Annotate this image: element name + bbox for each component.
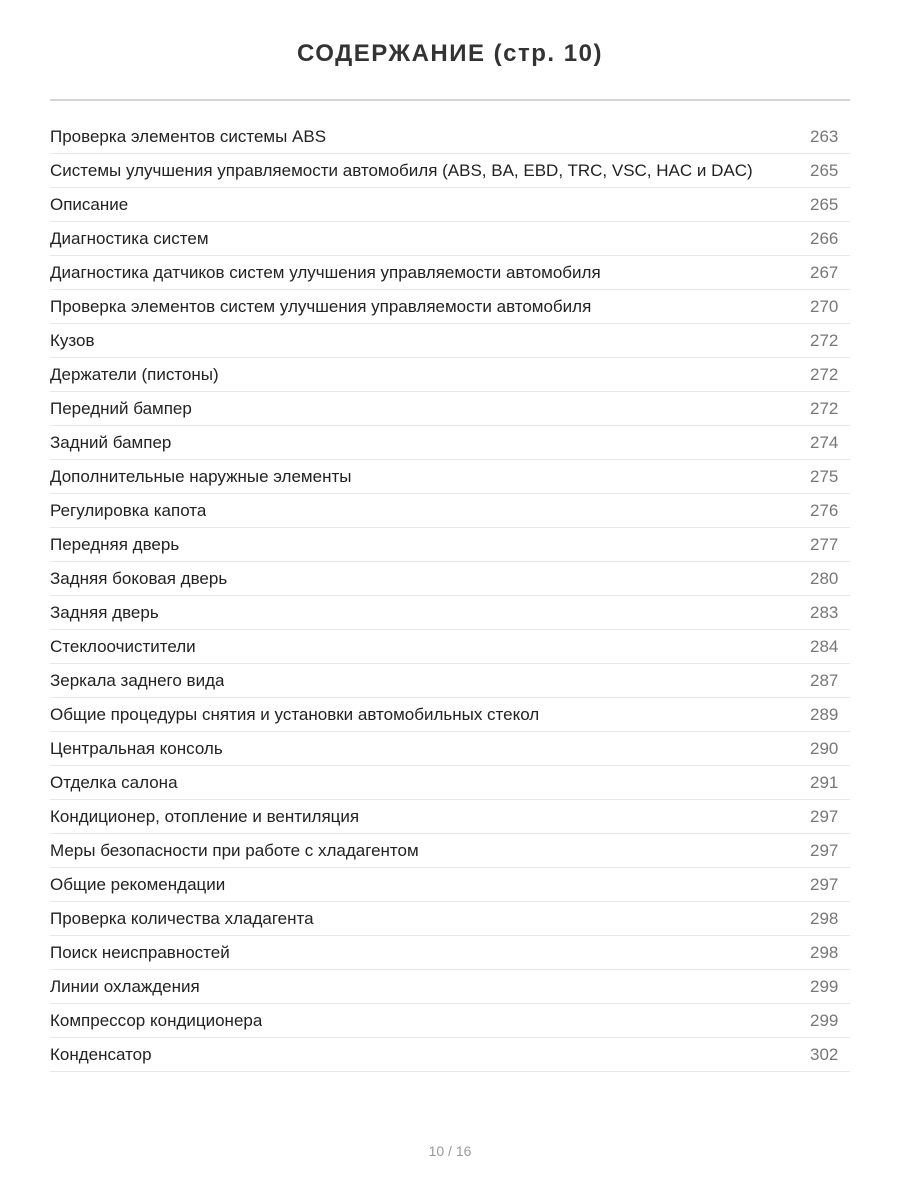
toc-entry-page-number: 297 — [810, 840, 839, 860]
toc-entry-title[interactable]: Отделка салона — [50, 772, 178, 792]
toc-entry[interactable] — [50, 426, 850, 460]
toc-entry[interactable] — [50, 460, 850, 494]
toc-entry[interactable] — [50, 256, 850, 290]
toc-entry-title[interactable]: Проверка элементов системы ABS — [50, 126, 327, 146]
toc-entry-page-number: 298 — [810, 908, 839, 928]
title-divider — [50, 99, 850, 101]
toc-entry-title[interactable]: Зеркала заднего вида — [50, 670, 225, 690]
toc-entry-page-number: 270 — [810, 296, 839, 316]
toc-entry[interactable] — [50, 188, 850, 222]
toc-entry[interactable] — [50, 630, 850, 664]
toc-entry-page-number: 267 — [810, 262, 839, 282]
toc-entry[interactable] — [50, 596, 850, 630]
toc-entry[interactable] — [50, 698, 850, 732]
toc-entry-title[interactable]: Описание — [50, 194, 129, 214]
toc-entry-page-number: 284 — [810, 636, 839, 656]
toc-entry-page-number: 276 — [810, 500, 839, 520]
toc-entry-title[interactable]: Проверка элементов систем улучшения управляемости автомобиля — [50, 296, 592, 316]
toc-entry[interactable] — [50, 766, 850, 800]
toc-entry[interactable] — [50, 834, 850, 868]
toc-entry-page-number: 291 — [810, 772, 839, 792]
toc-entry[interactable] — [50, 868, 850, 902]
toc-entry-title[interactable]: Задний бампер — [50, 432, 172, 452]
toc-entry-page-number: 265 — [810, 194, 839, 214]
toc-entry[interactable] — [50, 1038, 850, 1072]
table-of-contents — [50, 120, 850, 1072]
toc-entry-page-number: 287 — [810, 670, 839, 690]
toc-entry-title[interactable]: Компрессор кондиционера — [50, 1010, 263, 1030]
toc-entry-title[interactable]: Задняя боковая дверь — [50, 568, 228, 588]
toc-entry-page-number: 299 — [810, 1010, 839, 1030]
toc-entry-page-number: 265 — [810, 160, 839, 180]
toc-entry-title[interactable]: Регулировка капота — [50, 500, 207, 520]
toc-entry[interactable] — [50, 222, 850, 256]
toc-entry-page-number: 302 — [810, 1044, 839, 1064]
toc-entry-title[interactable]: Кондиционер, отопление и вентиляция — [50, 806, 360, 826]
toc-entry-page-number: 297 — [810, 806, 839, 826]
toc-entry-title[interactable]: Стеклоочистители — [50, 636, 196, 656]
toc-entry-title[interactable]: Меры безопасности при работе с хладагентом — [50, 840, 419, 860]
toc-entry-title[interactable]: Поиск неисправностей — [50, 942, 230, 962]
toc-entry-title[interactable]: Дополнительные наружные элементы — [50, 466, 352, 486]
toc-entry[interactable] — [50, 358, 850, 392]
toc-entry-page-number: 274 — [810, 432, 839, 452]
toc-entry-title[interactable]: Диагностика датчиков систем улучшения управляемости автомобиля — [50, 262, 601, 282]
toc-entry[interactable] — [50, 562, 850, 596]
toc-entry-page-number: 299 — [810, 976, 839, 996]
toc-entry-title[interactable]: Системы улучшения управляемости автомобиля (ABS, BA, EBD, TRC, VSC, HAC и DAC) — [50, 160, 753, 180]
toc-entry-title[interactable]: Передний бампер — [50, 398, 192, 418]
toc-entry[interactable] — [50, 1004, 850, 1038]
toc-entry-title[interactable]: Кузов — [50, 330, 95, 350]
toc-entry-page-number: 297 — [810, 874, 839, 894]
toc-entry-page-number: 290 — [810, 738, 839, 758]
toc-entry-page-number: 298 — [810, 942, 839, 962]
toc-entry-title[interactable]: Общие процедуры снятия и установки автомобильных стекол — [50, 704, 540, 724]
toc-entry-title[interactable]: Задняя дверь — [50, 602, 159, 622]
toc-entry-page-number: 275 — [810, 466, 839, 486]
toc-entry-page-number: 283 — [810, 602, 839, 622]
toc-entry[interactable] — [50, 154, 850, 188]
toc-entry-title[interactable]: Центральная консоль — [50, 738, 223, 758]
toc-entry[interactable] — [50, 494, 850, 528]
toc-entry-page-number: 272 — [810, 330, 839, 350]
toc-entry[interactable] — [50, 800, 850, 834]
toc-entry-title[interactable]: Линии охлаждения — [50, 976, 200, 996]
toc-entry[interactable] — [50, 324, 850, 358]
toc-entry[interactable] — [50, 936, 850, 970]
toc-entry-page-number: 277 — [810, 534, 839, 554]
toc-entry-title[interactable]: Конденсатор — [50, 1044, 152, 1064]
toc-entry-page-number: 280 — [810, 568, 839, 588]
page-number: 10 / 16 — [428, 1143, 472, 1159]
toc-entry-page-number: 272 — [810, 364, 839, 384]
toc-entry[interactable] — [50, 664, 850, 698]
toc-entry[interactable] — [50, 290, 850, 324]
toc-entry[interactable] — [50, 970, 850, 1004]
toc-entry-page-number: 263 — [810, 126, 839, 146]
toc-entry[interactable] — [50, 732, 850, 766]
toc-entry-title[interactable]: Передняя дверь — [50, 534, 180, 554]
toc-entry-page-number: 266 — [810, 228, 839, 248]
toc-entry-page-number: 289 — [810, 704, 839, 724]
toc-entry-page-number: 272 — [810, 398, 839, 418]
toc-entry[interactable] — [50, 120, 850, 154]
toc-entry[interactable] — [50, 392, 850, 426]
toc-entry[interactable] — [50, 902, 850, 936]
toc-entry-title[interactable]: Общие рекомендации — [50, 874, 226, 894]
page-title: СОДЕРЖАНИЕ (стр. 10) — [297, 40, 603, 67]
toc-entry[interactable] — [50, 528, 850, 562]
toc-entry-title[interactable]: Держатели (пистоны) — [50, 364, 219, 384]
toc-entry-title[interactable]: Диагностика систем — [50, 228, 209, 248]
toc-entry-title[interactable]: Проверка количества хладагента — [50, 908, 314, 928]
